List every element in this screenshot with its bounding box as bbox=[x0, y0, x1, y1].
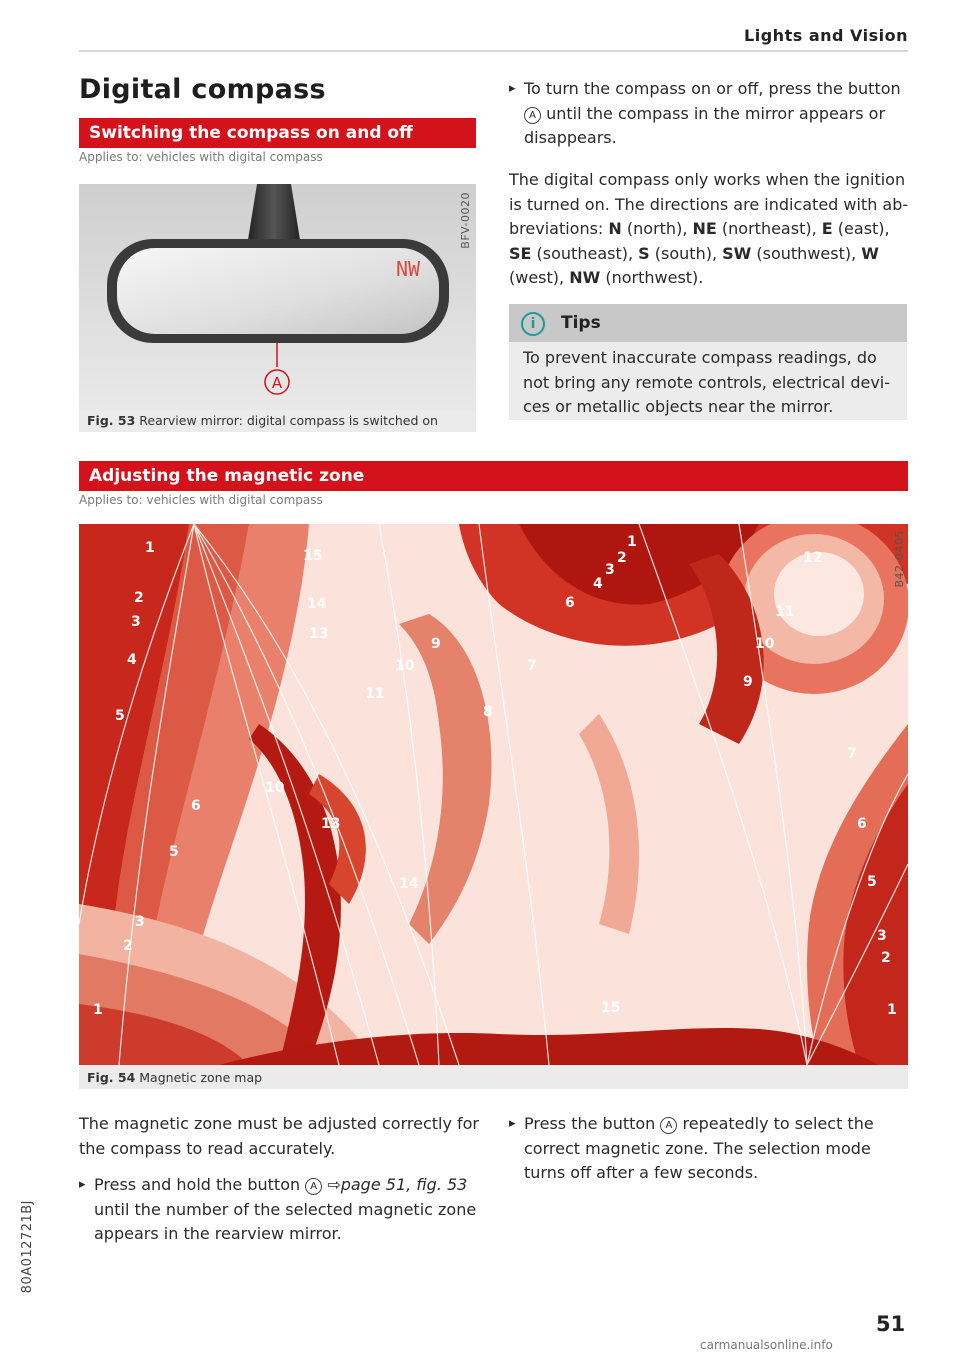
zone-label: 13 bbox=[321, 816, 341, 832]
step-text: To turn the compass on or off, press the button bbox=[524, 79, 901, 98]
cross-reference-link[interactable]: page 51, fig. 53 bbox=[340, 1175, 468, 1194]
step-text: appears in the rearview mirror. bbox=[94, 1224, 342, 1244]
rearview-mirror-illustration bbox=[79, 184, 476, 410]
zone-label: 5 bbox=[169, 844, 179, 860]
page-number: 51 bbox=[876, 1312, 906, 1336]
zone-label: 1 bbox=[887, 1002, 897, 1018]
zone-label-layer bbox=[79, 524, 908, 1065]
step-text: repeatedly to select the bbox=[682, 1114, 874, 1133]
zone-label: 10 bbox=[755, 636, 775, 652]
zone-label: 8 bbox=[483, 704, 493, 720]
tips-box bbox=[509, 304, 907, 420]
zone-label: 15 bbox=[601, 1000, 621, 1016]
zone-label: 3 bbox=[877, 928, 887, 944]
instruction-press-repeat bbox=[509, 1112, 909, 1186]
caption-text: Magnetic zone map bbox=[139, 1070, 263, 1085]
zone-label: 6 bbox=[857, 816, 867, 832]
zone-label: 1 bbox=[145, 540, 155, 556]
instruction-toggle bbox=[509, 77, 909, 151]
running-header: Lights and Vision bbox=[744, 26, 908, 45]
tips-header bbox=[509, 304, 907, 342]
button-a-icon: A bbox=[660, 1117, 677, 1134]
step-text: turns off after a few seconds. bbox=[524, 1163, 759, 1183]
paragraph-line: The digital compass only works when the ignition bbox=[509, 170, 906, 189]
applies-to-note: Applies to: vehicles with digital compass bbox=[79, 493, 323, 507]
zone-label: 4 bbox=[593, 576, 603, 592]
compass-description bbox=[509, 168, 909, 291]
arrow-icon: ⇨ bbox=[327, 1175, 341, 1194]
zone-label: 2 bbox=[617, 550, 627, 566]
paragraph-line: breviations: N (north), NE (northeast), E (east), bbox=[509, 219, 890, 239]
zone-label: 3 bbox=[605, 562, 615, 578]
zone-label: 13 bbox=[309, 626, 329, 642]
zone-label: 1 bbox=[93, 1002, 103, 1018]
figure-53 bbox=[79, 184, 476, 432]
section-heading-switching: Switching the compass on and off bbox=[79, 118, 476, 148]
zone-label: 7 bbox=[847, 746, 857, 762]
paragraph-line: (west), NW (northwest). bbox=[509, 268, 704, 288]
paragraph-line: The magnetic zone must be adjusted correctly for bbox=[79, 1114, 480, 1133]
tips-line: not bring any remote controls, electrical devi- bbox=[523, 372, 891, 392]
step-text: until the number of the selected magnetic zone bbox=[94, 1199, 477, 1219]
zone-adjust-intro bbox=[79, 1112, 479, 1161]
zone-label: 3 bbox=[135, 914, 145, 930]
figure-53-caption bbox=[79, 410, 476, 432]
tips-line: To prevent inaccurate compass readings, do bbox=[523, 348, 877, 367]
tips-body bbox=[509, 342, 907, 420]
figure-code: B42-0405 bbox=[893, 530, 906, 588]
figure-code: BFV-0020 bbox=[459, 192, 472, 249]
zone-label: 6 bbox=[565, 595, 575, 611]
zone-label: 1 bbox=[627, 534, 637, 550]
step-text: until the compass in the mirror appears or bbox=[546, 103, 886, 123]
caption-number: Fig. 53 bbox=[87, 413, 136, 428]
button-a-icon: A bbox=[305, 1178, 322, 1195]
instruction-press-hold bbox=[79, 1173, 479, 1247]
button-a-icon: A bbox=[524, 107, 541, 124]
zone-label: 10 bbox=[265, 780, 285, 796]
caption-text: Rearview mirror: digital compass is switched on bbox=[139, 413, 438, 428]
zone-label: 14 bbox=[399, 876, 419, 892]
zone-label: 9 bbox=[743, 674, 753, 690]
button-a-marker: A bbox=[271, 374, 283, 392]
zone-label: 5 bbox=[115, 708, 125, 724]
step-text: Press and hold the button bbox=[94, 1175, 301, 1194]
paragraph-line: SE (southeast), S (south), SW (southwest), W bbox=[509, 243, 879, 263]
zone-label: 6 bbox=[191, 798, 201, 814]
zone-label: 3 bbox=[131, 614, 141, 630]
zone-label: 14 bbox=[307, 596, 327, 612]
info-icon: i bbox=[521, 312, 545, 336]
zone-label: 5 bbox=[867, 874, 877, 890]
zone-label: 12 bbox=[803, 550, 823, 566]
zone-label: 4 bbox=[127, 652, 137, 668]
document-code: 80A012721BJ bbox=[20, 1200, 35, 1294]
zone-label: 11 bbox=[775, 604, 795, 620]
paragraph-line: is turned on. The directions are indicated with ab- bbox=[509, 194, 909, 214]
page-title: Digital compass bbox=[79, 74, 326, 105]
watermark: carmanualsonline.info bbox=[700, 1338, 833, 1352]
zone-label: 2 bbox=[881, 950, 891, 966]
zone-label: 2 bbox=[134, 590, 144, 606]
zone-label: 15 bbox=[303, 548, 323, 564]
zone-label: 11 bbox=[365, 686, 385, 702]
zone-label: 7 bbox=[527, 658, 537, 674]
tips-label: Tips bbox=[561, 313, 601, 333]
step-text: correct magnetic zone. The selection mode bbox=[524, 1138, 871, 1158]
figure-54 bbox=[79, 524, 908, 1089]
tips-line: ces or metallic objects near the mirror. bbox=[523, 397, 834, 417]
figure-54-caption bbox=[79, 1067, 908, 1089]
zone-label: 9 bbox=[431, 636, 441, 652]
zone-label: 10 bbox=[395, 658, 415, 674]
zone-label: 2 bbox=[123, 938, 133, 954]
paragraph-line: the compass to read accurately. bbox=[79, 1138, 336, 1158]
step-text: disappears. bbox=[524, 128, 617, 148]
applies-to-note: Applies to: vehicles with digital compass bbox=[79, 150, 323, 164]
step-text: Press the button bbox=[524, 1114, 656, 1133]
caption-number: Fig. 54 bbox=[87, 1070, 136, 1085]
header-rule bbox=[79, 50, 908, 52]
compass-display-text: NW bbox=[396, 257, 421, 281]
section-heading-magnetic-zone: Adjusting the magnetic zone bbox=[79, 461, 908, 491]
